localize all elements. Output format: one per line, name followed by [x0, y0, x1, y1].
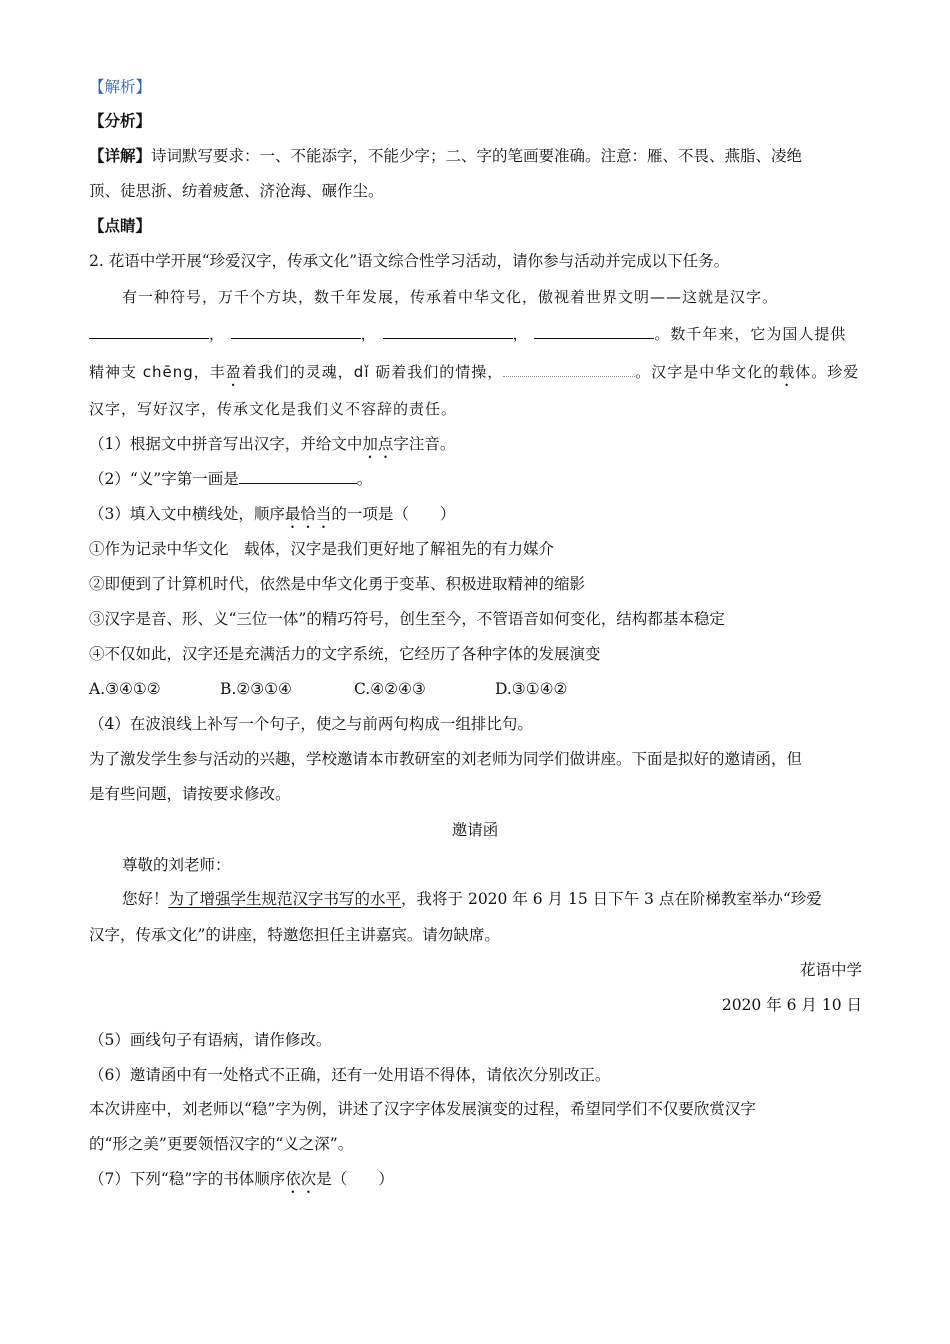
- passage-text: 体。珍爱: [795, 363, 860, 381]
- xiangjie-label: 【详解】: [89, 146, 152, 165]
- letter-signature: 花语中学: [799, 961, 862, 979]
- dotted-text: 加点: [362, 435, 394, 453]
- passage-line4: 汉字，写好汉字，传承文化是我们义不容辞的责任。: [89, 400, 458, 418]
- intro-line2: 是有些问题，请按要求修改。: [89, 785, 291, 803]
- xiangjie-line1: [89, 146, 802, 166]
- comma: ，: [360, 325, 377, 343]
- comma: ，: [209, 325, 226, 343]
- sub-question-6: （6）邀请函中有一处格式不正确，还有一处用语不得体，请依次分别改正。: [89, 1066, 611, 1084]
- passage-line3: [89, 362, 859, 390]
- letter-greeting: 尊敬的刘老师：: [122, 856, 231, 874]
- option-a[interactable]: A.③④①②: [89, 680, 161, 698]
- comma: ，: [512, 325, 529, 343]
- sub-question-4: （4）在波浪线上补写一个句子，使之与前两句构成一组排比句。: [89, 715, 533, 733]
- passage-text: 着我们的灵魂，dǐ 砺着我们的情操，: [241, 363, 504, 381]
- intro-line1: 为了激发学生参与活动的兴趣，学校邀请本市教研室的刘老师为同学们做讲座。下面是拟好的邀请函，但: [89, 750, 803, 768]
- blank-1[interactable]: [89, 324, 209, 339]
- sub-question-5: （5）画线句子有语病，请作修改。: [89, 1031, 332, 1049]
- sub-question-1: （1）根据文中拼音写出汉字，并给文中加点字注音。: [89, 435, 456, 453]
- fenxi-label: 【分析】: [89, 111, 152, 130]
- jiexi-label: 【解析】: [89, 78, 152, 96]
- passage-text: 精神支 chēng，丰: [89, 363, 226, 381]
- dotted-text: 依次: [285, 1170, 317, 1188]
- xiangjie-line2: 顶、徒思浙、纺着疲惫、济沧海、碾作尘。: [89, 182, 384, 200]
- item-1: ①作为记录中华文化 载体，汉字是我们更好地了解祖先的有力媒介: [89, 540, 555, 558]
- item-4: ④不仅如此，汉字还是充满活力的文字系统，它经历了各种字体的发展演变: [89, 645, 601, 663]
- sub-question-2: （2）“义”字第一画是 。: [89, 470, 373, 488]
- underlined-sentence: 为了增强学生规范汉字书写的水平: [168, 890, 402, 908]
- letter-date: 2020 年 6 月 10 日: [721, 996, 862, 1014]
- item-2: ②即便到了计算机时代，依然是中华文化勇于变革、积极进取精神的缩影: [89, 575, 586, 593]
- dianjing-label: 【点睛】: [89, 216, 152, 235]
- sub-question-3: （3）填入文中横线处，顺序最恰当的一项是（ ）: [89, 505, 456, 523]
- dotted-char-zai: 载: [779, 363, 796, 381]
- blank-2[interactable]: [231, 324, 361, 339]
- wavy-line-blank[interactable]: [503, 362, 635, 377]
- option-c[interactable]: C.④②④③: [354, 680, 426, 698]
- intro-line4: 的“形之美”更要领悟汉字的“义之深”。: [89, 1135, 354, 1153]
- blank-4[interactable]: [534, 324, 654, 339]
- dotted-text: 最恰当: [284, 505, 332, 523]
- options-row: [89, 679, 567, 699]
- question-2-stem: 2. 花语中学开展“珍爱汉字，传承文化”语文综合性学习活动，请你参与活动并完成以下任务。: [89, 252, 730, 270]
- option-b[interactable]: B.②③①④: [220, 680, 292, 698]
- sub-question-7: （7）下列“稳”字的书体顺序依次是（ ）: [89, 1170, 394, 1188]
- letter-body-line1: 您好！为了增强学生规范汉字书写的水平，我将于 2020 年 6 月 15 日下午 3 点在阶梯教室举办“珍爱: [122, 890, 822, 908]
- option-d[interactable]: D.③①④②: [495, 680, 568, 698]
- letter-body-line2: 汉字，传承文化”的讲座，特邀您担任主讲嘉宾。请勿缺席。: [89, 926, 500, 944]
- passage-line2-end: 。数千年来，它为国人提供: [654, 325, 847, 343]
- intro-line3: 本次讲座中，刘老师以“稳”字为例，讲述了汉字字体发展演变的过程，希望同学们不仅要欣赏汉字: [89, 1100, 756, 1118]
- xiangjie-text: 诗词默写要求：一、不能添字，不能少字；二、字的笔画要准确。注意：雁、不畏、燕脂、凌绝: [151, 147, 803, 165]
- passage-line2: [89, 324, 846, 344]
- answer-blank[interactable]: [239, 469, 357, 484]
- blank-3[interactable]: [383, 324, 513, 339]
- dotted-char-ying: 盈: [225, 363, 242, 381]
- passage-line1: 有一种符号，万千个方块，数千年发展，传承着中华文化，傲视着世界文明——这就是汉字。: [122, 288, 779, 306]
- passage-text: 。汉字是中华文化的: [635, 363, 780, 381]
- item-3: ③汉字是音、形、义“三位一体”的精巧符号，创生至今，不管语音如何变化，结构都基本稳定: [89, 610, 725, 628]
- letter-title: 邀请函: [451, 821, 499, 839]
